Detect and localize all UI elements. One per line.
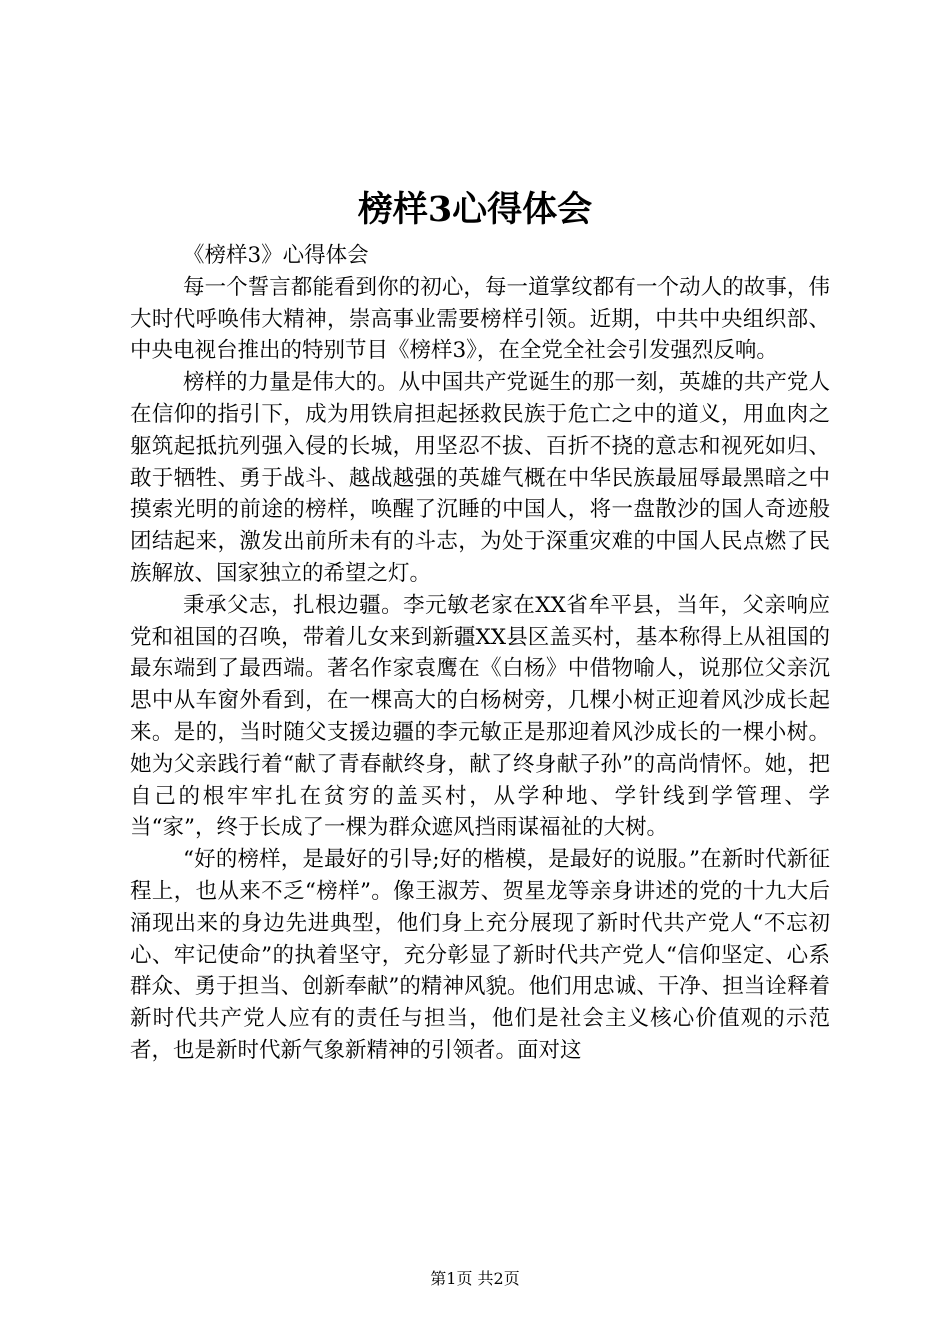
paragraph-li-yuanmin: 秉承父志，扎根边疆。李元敏老家在XX省牟平县，当年，父亲响应党和祖国的召唤，带着儿女来到新疆XX县区盖买村，基本称得上从祖国的最东端到了最西端。著名作家袁鹰在《白杨》中借物喻人，说那位父亲沉思中从车窗外看到，在一棵高大的白杨树旁，几棵小树正迎着风沙成长起来。是的，当时随父支援边疆的李元敏正是那迎着风沙成长的一棵小树。她为父亲践行着“献了青春献终身，献了终身献子孙”的高尚情怀。她，把自己的根牢牢扎在贫穷的盖买村，从学种地、学针线到学管理、学当“家”，终于长成了一棵为群众遮风挡雨谋福祉的大树。 xyxy=(130,592,830,841)
paragraph-new-era: “好的榜样，是最好的引导;好的楷模，是最好的说服。”在新时代新征程上，也从来不乏“榜样”。像王淑芳、贺星龙等亲身讲述的党的十九大后涌现出来的身边先进典型，他们身上充分展现了新时代共产党人“不忘初心、牢记使命”的执着坚守，充分彰显了新时代共产党人“信仰坚定、心系群众、勇于担当、创新奉献”的精神风貌。他们用忠诚、干净、担当诠释着新时代共产党人应有的责任与担当，他们是社会主义核心价值观的示范者，也是新时代新气象新精神的引领者。面对这 xyxy=(130,847,830,1063)
paragraph-subtitle: 《榜样3》心得体会 xyxy=(183,243,369,268)
paragraph-intro: 每一个誓言都能看到你的初心，每一道掌纹都有一个动人的故事，伟大时代呼唤伟大精神，崇高事业需要榜样引领。近期，中共中央组织部、中央电视台推出的特别节目《榜样3》，在全党全社会引发强烈反响。 xyxy=(130,274,830,364)
page-footer: 第1页 共2页 xyxy=(430,1269,520,1288)
paragraph-power-of-models: 榜样的力量是伟大的。从中国共产党诞生的那一刻，英雄的共产党人在信仰的指引下，成为用铁肩担起拯救民族于危亡之中的道义，用血肉之躯筑起抵抗列强入侵的长城，用坚忍不拔、百折不挠的意志和视死如归、敢于牺牲、勇于战斗、越战越强的英雄气概在中华民族最屈辱最黑暗之中摸索光明的前途的榜样，唤醒了沉睡的中国人，将一盘散沙的国人奇迹般团结起来，激发出前所未有的斗志，为处于深重灾难的中国人民点燃了民族解放、国家独立的希望之灯。 xyxy=(130,370,830,586)
document-body xyxy=(130,240,830,1067)
document-title: 榜样3心得体会 xyxy=(357,189,593,230)
